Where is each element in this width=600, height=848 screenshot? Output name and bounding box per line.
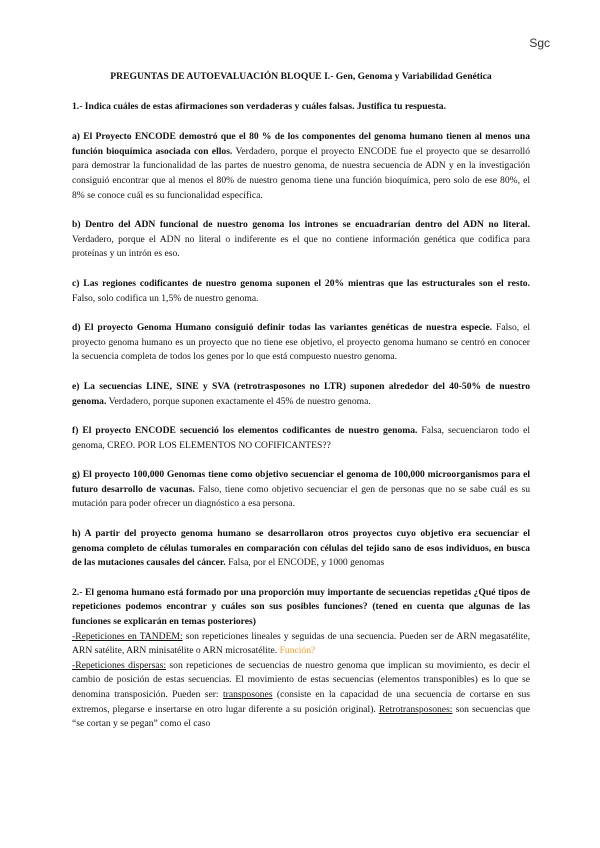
document-title: PREGUNTAS DE AUTOEVALUACIÓN BLOQUE I.- Gen, Genoma y Variabilidad Genética [110,71,492,82]
transposones-text: (consiste en la capacidad de una secuencia de cortarse en sus extremos, plegarse e insertarse en otro lugar diferente a su posición original). [72,689,530,715]
question-2-text: 2.- El genoma humano está formado por una proporción muy importante de secuencias repetidas ¿Qué tipos de repeticiones podemos encontrar y cuáles son sus posibles funciones? (tened en cuenta que algunas de las funciones se explicarán en temas posteriores) [72,586,530,628]
question-1: 1.- Indica cuáles de estas afirmaciones son verdaderas y cuáles falsas. Justifica tu respuesta. [72,100,446,112]
item-answer: Verdadero, porque el ADN no literal o indiferente es el que no contiene información genética que codifica para proteínas y un intrón es eso. [72,233,530,260]
item-f [72,424,530,453]
item-statement: b) Dentro del ADN funcional de nuestro genoma los intrones se encuadrarían dentro del ADN no literal. [72,219,530,231]
item-answer: Falso, solo codifica un 1,5% de nuestro genoma. [72,292,259,304]
item-answer: Falsa, secuenciaron todo el genoma, CREO. POR LOS ELEMENTOS NO COFIFICANTES?? [72,425,530,451]
dispersed-label: -Repeticiones dispersas: [72,659,166,671]
item-answer: Falso, el proyecto genoma humano es un proyecto que no tiene ese objetivo, el proyecto genoma humano se centró en conocer la secuencia completa de todos los genes por lo que está compuesto nuestro genoma. [72,322,531,363]
item-h [72,527,530,571]
retro-label: Retrotransposones: [378,703,453,715]
item-c [72,277,530,306]
question-2 [72,586,530,630]
corner-label: Sgc [529,36,550,50]
item-statement: h) A partir del proyecto genoma humano se desarrollaron otros proyectos cuyo objetivo era secuenciar el genoma completo de células tumorales en comparación con células del tejido sano de esos individuos, en busca de las mutaciones causales del cáncer. [72,528,530,569]
item-statement: d) El proyecto Genoma Humano consiguió definir todas las variantes genéticas de nuestra especie. [72,322,493,334]
item-statement: c) Las regiones codificantes de nuestro genoma suponen el 20% mientras que las estructurales son el resto. [72,277,530,289]
item-a [72,130,530,203]
item-answer: Verdadero, porque suponen exactamente el 45% de nuestro genoma. [108,395,371,407]
document-body [72,70,530,732]
tandem-text: son repeticiones lineales y seguidas de una secuencia. Pueden ser de ARN megasatélite, ARN satélite, ARN minisatélite o ARN microsatélite. [72,630,530,657]
transposones-label: transposones [222,689,273,700]
item-statement: g) El proyecto 100,000 Genomas tiene como objetivo secuenciar el genoma de 100,000 microorganismos para el futuro desarrollo de vacunas. [72,469,530,495]
tandem-note: Función? [279,645,316,657]
retro-text: son secuencias que “se cortan y se pegan” como el caso [72,703,531,730]
item-d [72,321,530,365]
item-b [72,218,530,262]
item-answer: Verdadero, porque el proyecto ENCODE fue el proyecto que se desarrolló para demostrar la funcionalidad de las partes de nuestro genoma, de nuestra secuencia de ADN y en la investigación consiguió encontrar que al menos el 80% de nuestro genoma tiene una función bioquímica, pero solo de ese 80%, el 8% se conoce cuál es su funcionalidad específica. [72,145,530,201]
item-e [72,380,530,409]
item-answer: Falsa, por el ENCODE, y 1000 genomas [228,557,385,569]
dispersed-paragraph [72,659,530,732]
tandem-paragraph [72,630,530,659]
dispersed-text: son repeticiones de secuencias de nuestro genoma que implican su movimiento, es decir el cambio de posición de estas secuencias. El movimiento de estas secuencias (elementos transponibles) es lo que se denomina transposición. Pueden ser: [72,659,530,700]
tandem-label: -Repeticiones en TANDEM: [72,630,183,642]
item-statement: f) El proyecto ENCODE secuenció los elementos codificantes de nuestro genoma. [72,425,418,437]
item-statement: a) El Proyecto ENCODE demostró que el 80 % de los componentes del genoma humano tienen al menos una función bioquímica asociada con ellos. [72,131,530,157]
item-g [72,468,530,512]
item-statement: e) La secuencias LINE, SINE y SVA (retrotrasposones no LTR) suponen alrededor del 40-50% de nuestro genoma. [72,380,530,407]
item-answer: Falso, tiene como objetivo secuenciar el gen de personas que no se sabe cuál es su mutación para poder ofrecer un diagnóstico a esa persona. [72,483,530,510]
